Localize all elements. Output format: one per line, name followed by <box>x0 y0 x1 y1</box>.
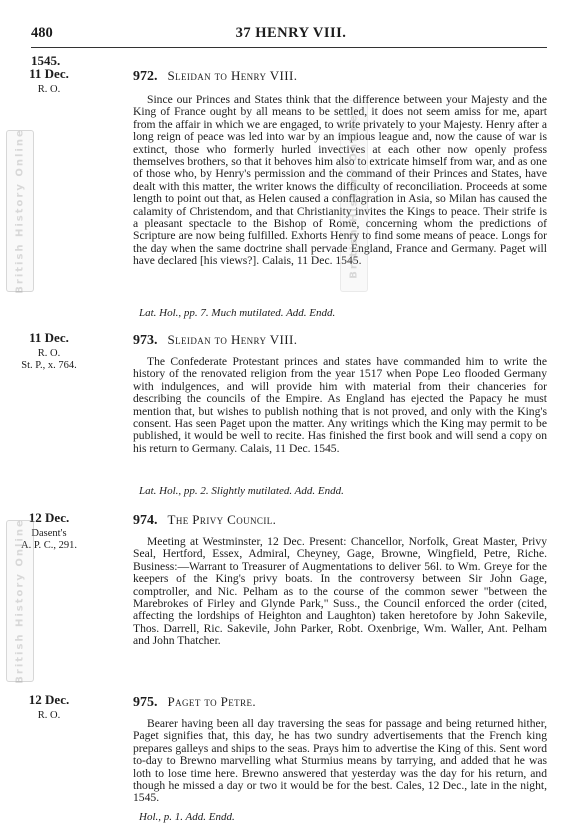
source-reference: Dasent's <box>31 527 67 539</box>
margin-notes <box>0 68 98 96</box>
entry-title <box>133 512 276 529</box>
entry-title <box>133 68 297 85</box>
entry-number: 973. <box>133 333 158 348</box>
entry-body: Meeting at Westminster, 12 Dec. Present: Chancellor, Norfolk, Great Master, Privy Seal, Hertford, Essex, Admiral, Cheyney, Gage, Browne, Wingfield, Petre, Riche. Business:—Warrant to Treasurer of Augmentations to deliver 56l. to Wm. Greye for the keepers of the King's privy boats. In the controversy between Sir John Gage, comptroller, and Nic. Pelham as to the course of the common sewer "between the Marebrokes of Firley and Glynde Park," Suss., the Council enforced the order (cited, affecting the lordships of Heighton and Laughton) taken heretofore by John Sakevile, Thos. Darrell, Ric. Sakevile, John Parker, Robt. Oxenbrige, Wm. Waller, Ant. Pelham and John Thatcher. <box>133 535 547 648</box>
entry-date: 11 Dec. <box>29 330 69 345</box>
source-reference: R. O. <box>37 709 61 721</box>
watermark-text: British History Online <box>348 113 360 279</box>
entry-heading: Sleidan to Henry VIII. <box>167 332 298 347</box>
entry-title <box>133 332 297 349</box>
watermark-text: British History Online <box>14 128 26 294</box>
page-number: 480 <box>31 25 53 41</box>
running-title: 37 HENRY VIII. <box>235 25 347 41</box>
entry-footnote: Lat. Hol., pp. 7. Much mutilated. Add. Endd. <box>139 307 336 319</box>
source-reference: A. P. C., 291. <box>20 540 77 551</box>
year-heading: 1545. <box>31 53 61 68</box>
entry-number: 974. <box>133 513 158 528</box>
entry-number: 975. <box>133 695 158 710</box>
entry-date: 12 Dec. <box>28 510 70 525</box>
entry-footnote: Lat. Hol., pp. 2. Slightly mutilated. Add. Endd. <box>139 485 344 497</box>
margin-notes <box>0 332 98 373</box>
watermark-stamp <box>340 100 368 292</box>
watermark-stamp <box>6 520 34 682</box>
entry-date: 11 Dec. <box>29 66 69 81</box>
page-header <box>31 25 551 45</box>
entry-body: The Confederate Protestant princes and states have commanded him to write the history of the renovated religion from the year 1517 when Pope Leo flooded Germany with indulgences, and will provide him with material from their chanceries for describing the councils of the Empire. As England has ejected the Papacy he must mention that, but wishes to publish nothing that is not proved, and only with the King's consent. Has seen Paget upon the matter. Any writings which the King may permit to be published, it would be well to recite. Has finished the first book and will send a copy on his return to Germany. Calais, 11 Dec. 1545. <box>133 355 547 455</box>
source-reference: R. O. <box>37 347 61 359</box>
entry-body: Bearer having been all day traversing the seas for passage and being returned hither, Paget signifies that, this day, he has two sundry advertisements that the French king prepares galleys and ships to the seas. Prays him to advertise the King of this. Sent word to-day to Brewno marvelling what Sturmius means by tarrying, and added that he was loth to lose time here. Brewno answered that yesterday was the day for his return, and though he missed a day or two it would be for the best. Cales, 12 Dec., late in the night, 1545. <box>133 717 547 805</box>
header-rule <box>31 47 547 48</box>
margin-notes <box>0 694 98 722</box>
entry-heading: The Privy Council. <box>167 512 277 527</box>
entry-heading: Sleidan to Henry VIII. <box>167 68 298 83</box>
watermark-stamp <box>6 130 34 292</box>
entry-heading: Paget to Petre. <box>167 694 257 709</box>
entry-number: 972. <box>133 69 158 84</box>
entry-footnote: Hol., p. 1. Add. Endd. <box>139 811 235 823</box>
entry-date: 12 Dec. <box>28 692 70 707</box>
entry-body: Since our Princes and States think that the difference between your Majesty and the King of France ought by all means to be settled, it does not seem amiss for me, apart from the affair in which we are engaged, to write privately to your Majesty. Henry after a long reign of peace was led into war by an impious league and, now the cause of war is extinct, those who formerly hurled invectives at each other now openly profess themselves brothers, so that it behoves him also to extricate himself from war, and as one of those who, by Henry's permission and the command of their Princes and States, have dealt with this matter, the writer knows the difficulty of reconciliation. Proceeds at some length to point out that, as Helen caused a conflagration in Asia, so Milan has caused the calamity of Christendom, and that Christianity invites the Kings to peace. Their strife is a pleasant spectacle to the Bishop of Rome, concerning whom the predictions of Scripture are now being fulfilled. Exhorts Henry to find some means of peace. Longs for the day when the same doctrine shall pervade England, France and Germany. Paget will have declared [his views?]. Calais, 11 Dec. 1545. <box>133 93 547 268</box>
source-reference: St. P., x. 764. <box>21 360 77 371</box>
watermark-text: British History Online <box>14 518 26 684</box>
source-reference: R. O. <box>37 83 61 95</box>
entry-title <box>133 694 256 711</box>
